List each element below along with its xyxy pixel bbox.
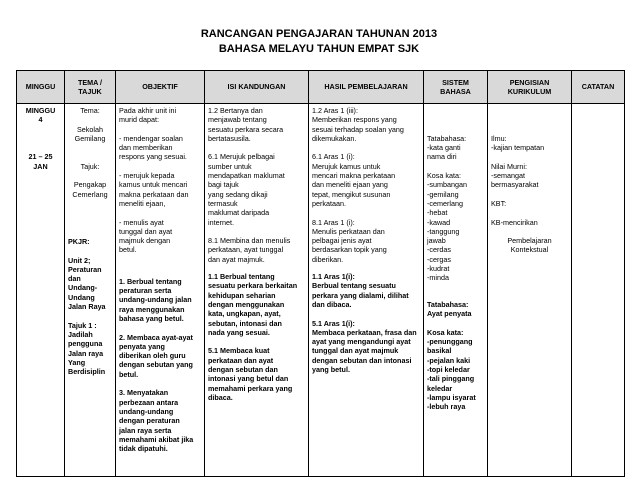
isi-text: 1.2 Bertanya dan menjawab tentang sesuatu perkara secara bertatasusila. 6.1 Merujuk pelbagai sumber untuk mendapatkan maklumat bagi tajuk yang sedang dikaji termasuk maklumat daripada internet. 8.1 Membina dan menulis perkataan, ayat tunggal dan ayat majmuk. <box>208 106 291 264</box>
header-hasil-pembelajaran: HASIL PEMBELAJARAN <box>309 71 424 104</box>
cell-tema <box>65 104 116 477</box>
pengisian-center-text: Pembelajaran Kontekstual <box>507 235 552 255</box>
sistem-text: Tatabahasa: -kata ganti nama diri Kosa kata: -sumbangan -gemilang -cemerlang -hebat -kawad -tanggung jawab -cerdas -cergas -kudrat -minda <box>427 133 467 283</box>
hasil-text: 1.2 Aras 1 (iii): Memberikan respons yang sesuai terhadap soalan yang dikemukakan. 6.1 Aras 1 (i): Merujuk kamus untuk mencari makna perkataan dan meneliti ejaan yang tepat, mengikut susunan perkataan. 8.1 Aras 1 (i): Menulis perkataan dan pelbagai jenis ayat berdasarkan topik yang diberikan. <box>312 106 404 264</box>
hasil-pkjr-text: 1.1 Aras 1(i): Berbual tentang sesuatu perkara yang dialami, dilihat dan dibaca. 5.1 Aras 1(i): Membaca perkataan, frasa dan ayat yang mengandungi ayat tunggal dan ayat majmuk dengan sebutan dan intonasi yang betul. <box>312 272 417 375</box>
cell-hasil-pembelajaran <box>309 104 424 477</box>
tema-text: Tema: Sekolah Gemilang Tajuk: Pengakap Cemerlang <box>72 106 108 199</box>
lesson-plan-table <box>16 70 625 477</box>
document-subtitle: BAHASA MELAYU TAHUN EMPAT SJK <box>218 43 420 55</box>
document-title: RANCANGAN PENGAJARAN TAHUNAN 2013 <box>200 28 438 40</box>
cell-pengisian-kurikulum <box>488 104 572 477</box>
table-row <box>17 104 625 477</box>
header-sistem-bahasa: SISTEM BAHASA <box>424 71 488 104</box>
header-tema: TEMA / TAJUK <box>65 71 116 104</box>
header-isi-kandungan: ISI KANDUNGAN <box>205 71 309 104</box>
cell-sistem-bahasa <box>424 104 488 477</box>
header-pengisian-kurikulum: PENGISIAN KURIKULUM <box>488 71 572 104</box>
objektif-text: Pada akhir unit ini murid dapat: - mendengar soalan dan memberikan respons yang sesuai. - merujuk kepada kamus untuk mencari makna perkataan dan meneliti ejaan, - menulis ayat tunggal dan ayat majmuk dengan betul. <box>119 106 189 255</box>
pengisian-text: Ilmu: -kajian tempatan Nilai Murni: -semangat bermasyarakat KBT: KB-mencirikan <box>491 133 545 227</box>
header-objektif: OBJEKTIF <box>116 71 205 104</box>
cell-isi-kandungan <box>205 104 309 477</box>
objektif-pkjr-text: 1. Berbual tentang peraturan serta undang-undang jalan raya menggunakan bahasa yang betul. 2. Membaca ayat-ayat penyata yang diberikan oleh guru dengan sebutan yang betul. 3. Menyatakan perbezaan antara undang-undang dengan peraturan jalan raya serta memahami akibat jika tidak dipatuhi. <box>119 276 194 454</box>
isi-pkjr-text: 1.1 Berbual tentang sesuatu perkara berkaitan kehidupan seharian dengan menggunakan kata, ungkapan, ayat, sebutan, intonasi dan nada yang sesuai. 5.1 Membaca kuat perkataan dan ayat dengan sebutan dan intonasi yang betul dan memahami perkara yang dibaca. <box>208 272 298 402</box>
sistem-pkjr-text: Tatabahasa: Ayat penyata Kosa kata: -penunggang basikal -pejalan kaki -topi keledar -tali pinggang keledar -lampu isyarat -lebuh raya <box>427 299 476 412</box>
header-minggu: MINGGU <box>17 71 65 104</box>
cell-minggu: MINGGU 4 21 – 25 JAN <box>17 104 65 477</box>
pkjr-text: PKJR: Unit 2; Peraturan dan Undang- Undang Jalan Raya Tajuk 1 : Jadilah pengguna Jalan raya Yang Berdisiplin <box>68 236 106 377</box>
table-header-row <box>17 71 625 104</box>
cell-catatan <box>572 104 625 477</box>
header-catatan: CATATAN <box>572 71 625 104</box>
cell-objektif <box>116 104 205 477</box>
